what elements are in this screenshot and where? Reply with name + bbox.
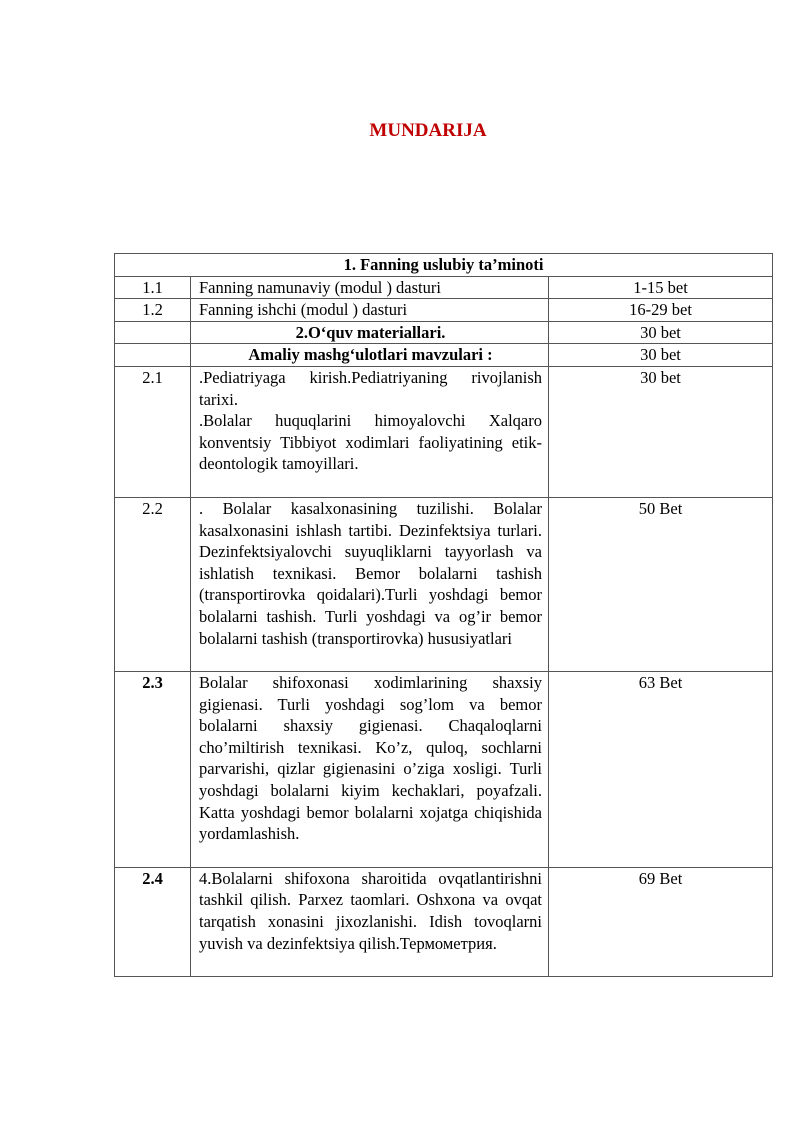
topic-description xyxy=(191,672,549,868)
row-title: Fanning namunaviy (modul ) dasturi xyxy=(191,276,549,299)
topic-page: 69 Bet xyxy=(549,867,773,976)
topic-page: 30 bet xyxy=(549,366,773,497)
table-row xyxy=(115,276,773,299)
row-page: 30 bet xyxy=(549,344,773,367)
topic-number: 2.3 xyxy=(115,672,191,868)
section-header-row xyxy=(115,254,773,277)
row-page: 1-15 bet xyxy=(549,276,773,299)
topic-description xyxy=(191,497,549,671)
row-page: 30 bet xyxy=(549,321,773,344)
contents-table xyxy=(114,253,773,977)
topic-page: 63 Bet xyxy=(549,672,773,868)
table-row xyxy=(115,321,773,344)
row-number-empty xyxy=(115,344,191,367)
row-number-empty xyxy=(115,321,191,344)
topic-paragraph: 4.Bolalarni shifoxona sharoitida ovqatlantirishni tashkil qilish. Parxez taomlari. Oshxona va ovqat tarqatish xonasini jixozlanishi. Idish tovoqlarni yuvish va dezinfektsiya qilish.Термометрия. xyxy=(199,868,542,953)
topic-row xyxy=(115,672,773,868)
topic-row xyxy=(115,867,773,976)
topic-description xyxy=(191,366,549,497)
topic-number: 2.1 xyxy=(115,366,191,497)
topic-number: 2.2 xyxy=(115,497,191,671)
topic-row xyxy=(115,497,773,671)
topic-row xyxy=(115,366,773,497)
section-header: 1. Fanning uslubiy ta’minoti xyxy=(115,254,773,277)
section-title: 2.O‘quv materiallari. xyxy=(191,321,549,344)
topic-paragraph: .Bolalar huquqlarini himoyalovchi Xalqaro konventsiy Tibbiyot xodimlari faoliyatining etik-deontologik tamoyillari. xyxy=(199,411,542,474)
topic-paragraph: . Bolalar kasalxonasining tuzilishi. Bolalar kasalxonasini ishlash tartibi. Dezinfektsiya turlari. Dezinfektsiyalovchi suyuqliklarni tayyorlash va ishlatish texnikasi. Bemor bolalarni tashish (transportirovka qoidalari).Turli yoshdagi bemor bolalarni tashish. Turli yoshdagi va og’ir bemor bolalarni tashish (transportirovka) hususiyatlari xyxy=(199,498,542,648)
topic-page: 50 Bet xyxy=(549,497,773,671)
row-page: 16-29 bet xyxy=(549,299,773,322)
section-title: Amaliy mashg‘ulotlari mavzulari : xyxy=(191,344,549,367)
row-title: Fanning ishchi (modul ) dasturi xyxy=(191,299,549,322)
topic-paragraph: .Pediatriyaga kirish.Pediatriyaning rivojlanish tarixi. xyxy=(199,367,542,409)
topic-number: 2.4 xyxy=(115,867,191,976)
row-number: 1.1 xyxy=(115,276,191,299)
row-number: 1.2 xyxy=(115,299,191,322)
table-row xyxy=(115,344,773,367)
document-title: MUNDARIJA xyxy=(369,120,487,141)
topic-paragraph: Bolalar shifoxonasi xodimlarining shaxsiy gigienasi. Turli yoshdagi sog’lom va bemor bolalarni shaxsiy gigienasi. Chaqaloqlarni cho’miltirish texnikasi. Ko’z, quloq, sochlarni parvarishi, qizlar gigienasini o’ziga xosligi. Turli yoshdagi bolalarni kiyim kechaklari, poyafzali. Katta yoshdagi bemor bolalarni xojatga chiqishida yordamlashish. xyxy=(199,673,542,844)
topic-description xyxy=(191,867,549,976)
table-row xyxy=(115,299,773,322)
